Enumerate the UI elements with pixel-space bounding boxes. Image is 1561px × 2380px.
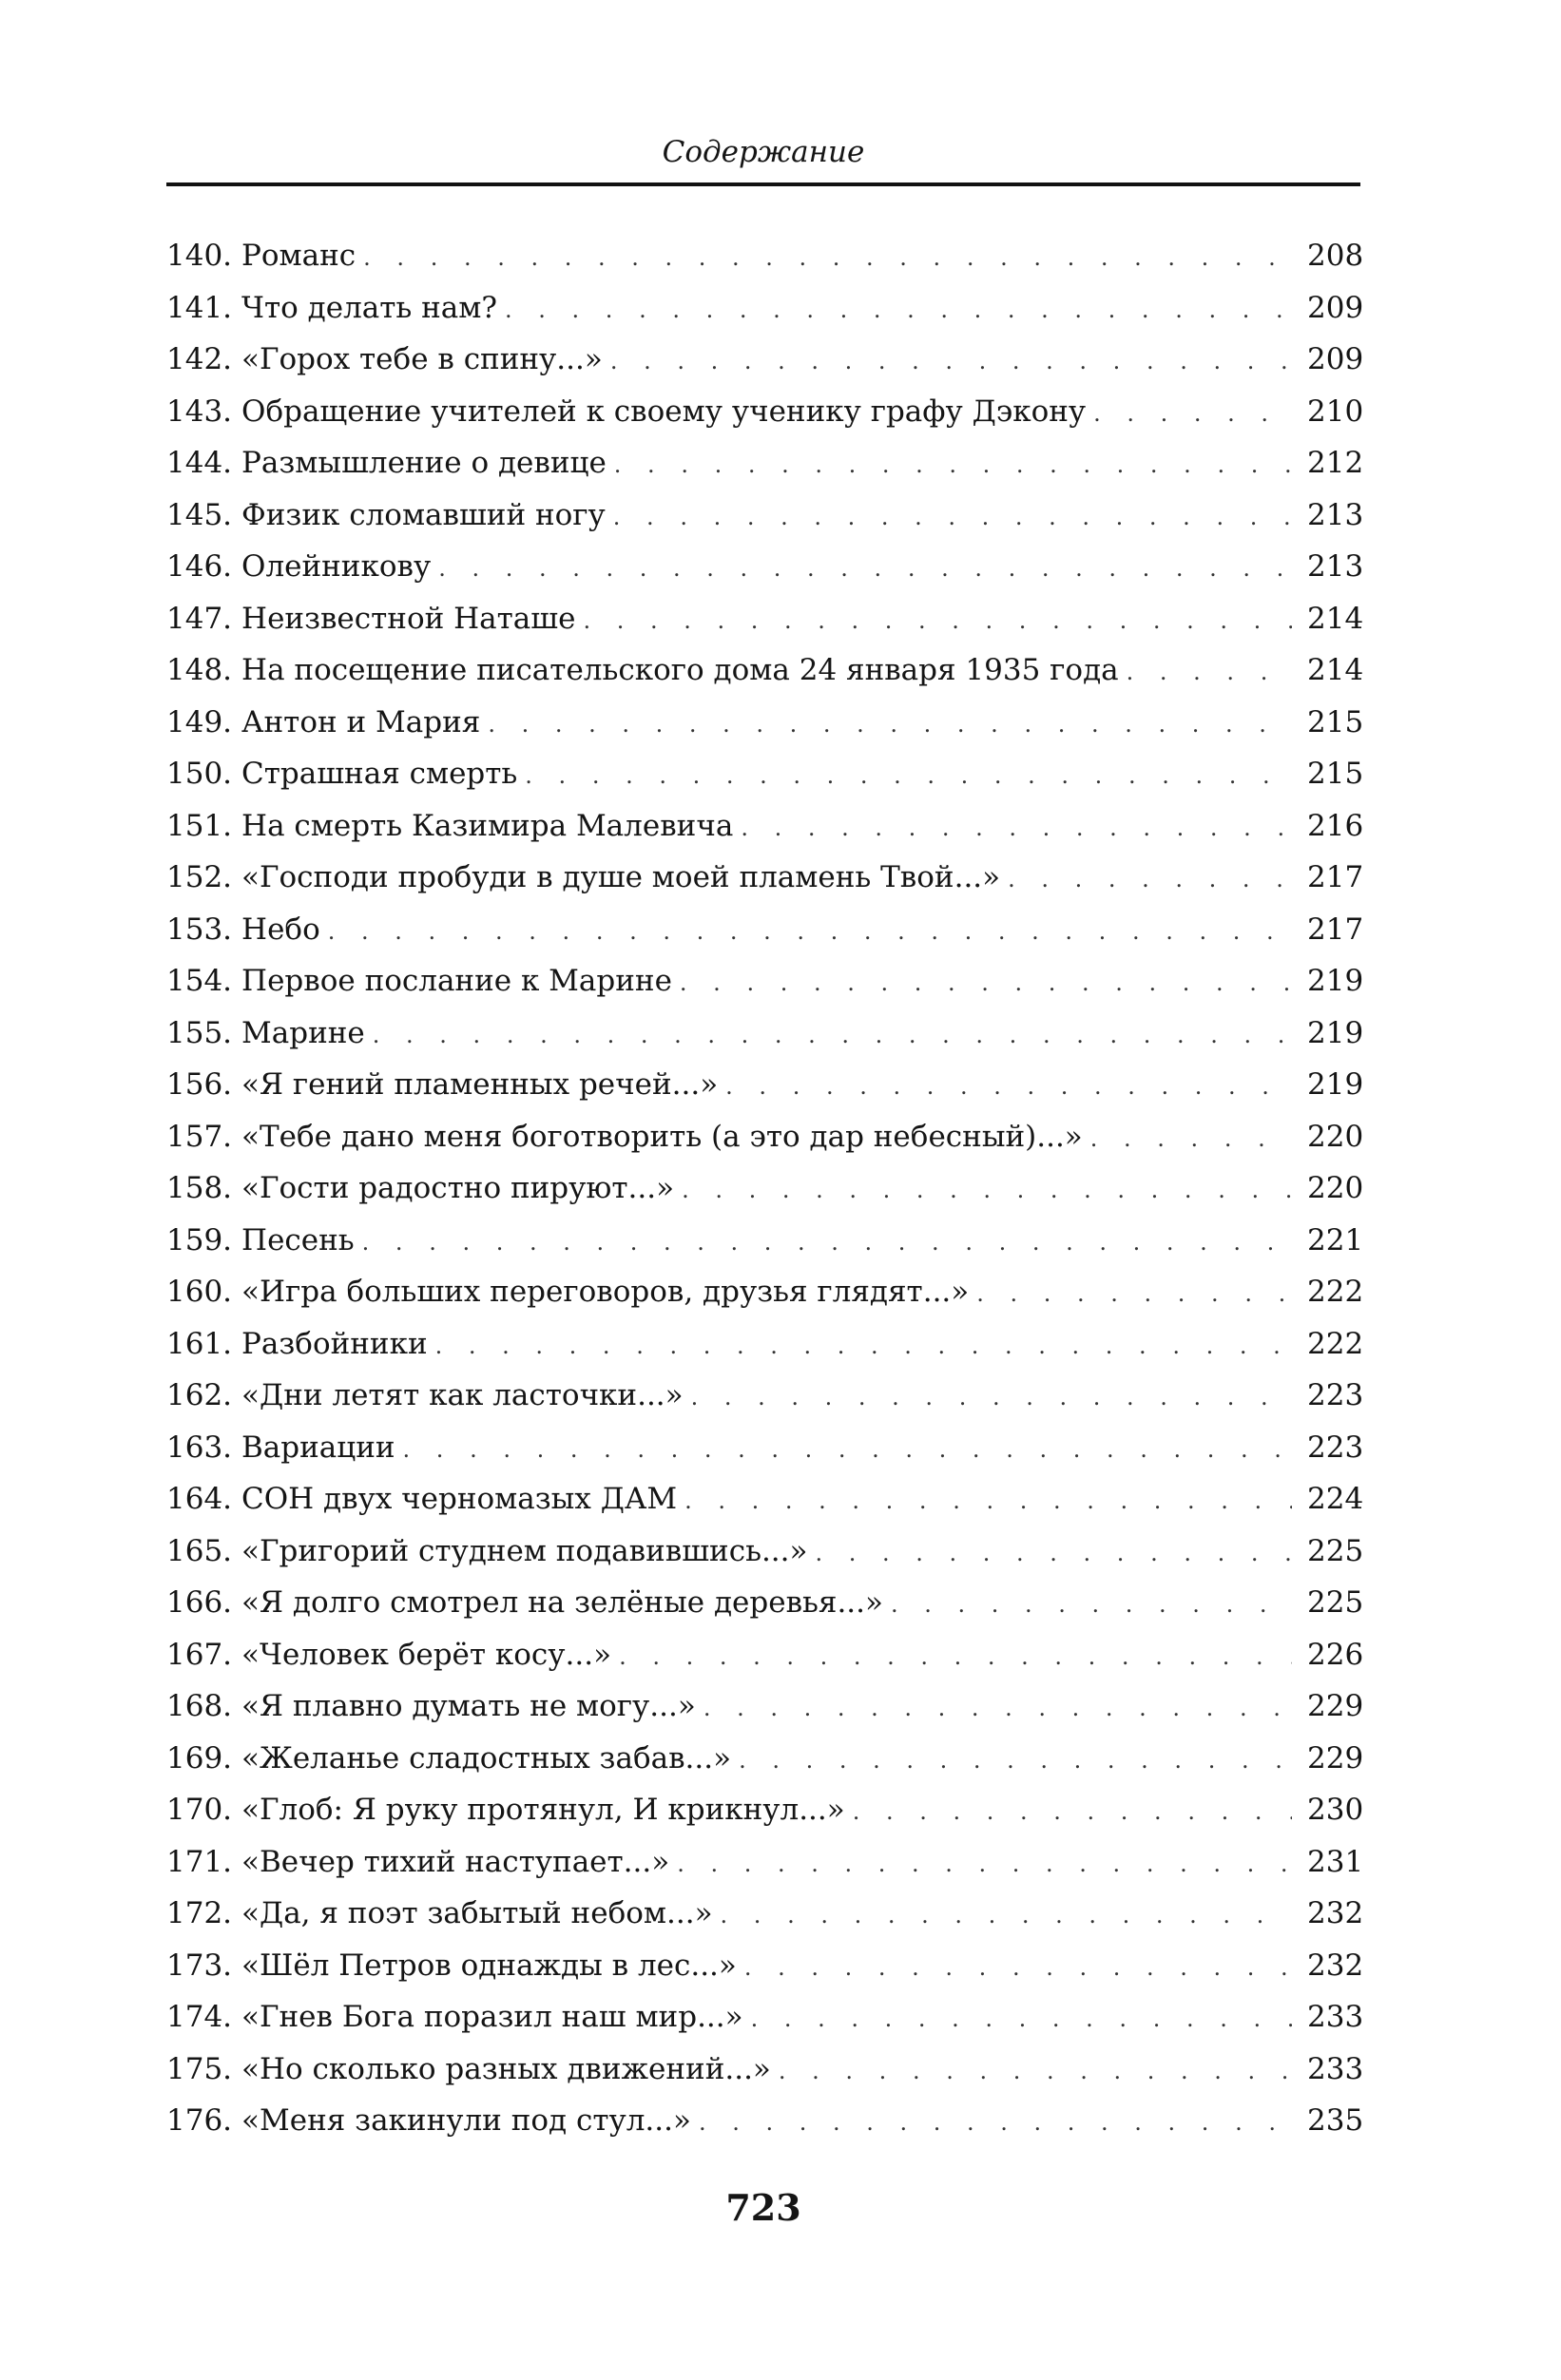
toc-entry [166,1162,1364,1215]
toc-entry-title: Песень [241,1222,355,1257]
table-of-contents [166,230,1364,2147]
toc-entry-title: «Я долго смотрел на зелёные деревья...» [241,1585,883,1620]
toc-entry-number: 172. [166,1896,233,1930]
toc-entry [166,1526,1364,1578]
toc-entry-title: Романс [241,239,357,273]
toc-entry [166,230,1364,282]
toc-entry-number: 145. [166,497,233,532]
toc-entry-title: Антон и Мария [241,704,481,739]
dot-leader [614,439,1292,491]
toc-entry-title: Разбойники [241,1326,428,1361]
toc-entry-number: 158. [166,1171,233,1205]
toc-entry-number: 153. [166,912,233,947]
toc-entry-page: 222 [1307,1275,1364,1309]
toc-entry-page: 213 [1307,549,1364,584]
toc-entry-page: 214 [1307,601,1364,636]
toc-entry [166,437,1364,489]
toc-entry [166,489,1364,542]
toc-entry-title: СОН двух черномазых ДАМ [241,1482,678,1516]
dot-leader [744,1942,1292,1994]
toc-entry-title: «Я гений пламенных речей...» [241,1067,719,1102]
dot-leader [853,1786,1292,1838]
toc-entry-title: «Шёл Петров однажды в лес...» [241,1948,737,1983]
toc-entry-number: 165. [166,1533,233,1568]
toc-entry-page: 212 [1307,446,1364,480]
toc-entry-number: 146. [166,549,233,584]
toc-entry-page: 219 [1307,1015,1364,1050]
toc-entry [166,748,1364,800]
toc-entry-number: 166. [166,1585,233,1620]
toc-entry [166,1940,1364,1992]
toc-entry [166,904,1364,956]
dot-leader [682,1164,1292,1217]
toc-entry-number: 143. [166,393,233,429]
toc-entry [166,1215,1364,1267]
toc-entry-page: 220 [1307,1119,1364,1154]
toc-entry [166,2095,1364,2147]
toc-entry [166,800,1364,853]
toc-entry-number: 142. [166,342,233,376]
dot-leader [741,802,1292,854]
toc-entry-page: 225 [1307,1585,1364,1620]
toc-entry [166,282,1364,335]
dot-leader [684,1475,1292,1527]
toc-entry-number: 160. [166,1275,233,1309]
toc-entry [166,334,1364,386]
toc-entry-number: 147. [166,601,233,636]
toc-entry-title: Первое послание к Марине [241,964,672,998]
toc-entry-title: «Желанье сладостных забав...» [241,1740,732,1775]
toc-entry-page: 209 [1307,290,1364,325]
dot-leader [435,1320,1292,1372]
toc-entry-page: 217 [1307,860,1364,894]
toc-entry-number: 173. [166,1948,233,1983]
running-head-title: Содержание [662,135,865,169]
toc-entry-page: 225 [1307,1533,1364,1568]
toc-entry-page: 229 [1307,1689,1364,1723]
toc-entry-number: 152. [166,860,233,894]
dot-leader [677,1838,1292,1891]
dot-leader [739,1735,1292,1787]
dot-leader [619,1631,1292,1683]
toc-entry [166,1008,1364,1060]
toc-entry-title: «Гнев Бога поразил наш мир...» [241,2000,743,2034]
dot-leader [613,491,1292,544]
toc-entry [166,697,1364,749]
toc-entry-page: 223 [1307,1378,1364,1412]
toc-entry-number: 163. [166,1430,233,1465]
toc-entry-number: 157. [166,1119,233,1154]
toc-entry [166,593,1364,645]
toc-entry-title: Небо [241,912,320,947]
toc-entry-page: 232 [1307,1896,1364,1930]
toc-entry-title: Что делать нам? [241,290,498,325]
toc-entry-page: 224 [1307,1482,1364,1516]
toc-entry-page: 233 [1307,2051,1364,2086]
toc-entry-number: 149. [166,704,233,739]
toc-entry-title: Марине [241,1015,365,1050]
toc-entry-page: 220 [1307,1171,1364,1205]
toc-entry [166,1836,1364,1889]
dot-leader [1090,1113,1292,1165]
toc-entry-title: Физик сломавший ногу [241,497,606,532]
toc-entry-title: «Дни летят как ласточки...» [241,1378,684,1412]
toc-entry [166,1680,1364,1733]
toc-entry-page: 217 [1307,912,1364,947]
dot-leader [699,2097,1292,2149]
dot-leader [363,232,1292,284]
toc-entry-number: 144. [166,446,233,480]
dot-leader [438,543,1292,595]
toc-entry-page: 219 [1307,1067,1364,1102]
dot-leader [610,336,1292,388]
toc-entry [166,1888,1364,1940]
dot-leader [1008,854,1292,906]
toc-entry-page: 231 [1307,1844,1364,1879]
toc-entry [166,1111,1364,1163]
toc-entry [166,644,1364,697]
toc-entry-title: «Тебе дано меня боготворить (а это дар небесный)...» [241,1119,1083,1154]
toc-entry [166,955,1364,1008]
toc-entry-title: «Да, я поэт забытый небом...» [241,1896,713,1930]
toc-entry-number: 171. [166,1844,233,1879]
toc-entry [166,2044,1364,2096]
toc-entry-title: Вариации [241,1430,395,1465]
toc-entry-page: 215 [1307,704,1364,739]
dot-leader [583,595,1292,647]
toc-entry-page: 222 [1307,1326,1364,1361]
toc-entry [166,1629,1364,1681]
dot-leader [362,1217,1292,1269]
dot-leader [721,1890,1292,1942]
toc-entry-number: 164. [166,1482,233,1516]
dot-leader [691,1372,1292,1424]
dot-leader [779,2045,1292,2098]
toc-entry-title: «Господи пробуди в душе моей пламень Твой...» [241,860,1001,894]
toc-entry-number: 176. [166,2103,233,2138]
toc-entry-page: 214 [1307,653,1364,687]
toc-entry-number: 140. [166,239,233,273]
toc-entry-title: «Вечер тихий наступает...» [241,1844,670,1879]
dot-leader [1127,646,1292,699]
dot-leader [891,1579,1292,1631]
toc-entry-number: 150. [166,757,233,791]
toc-entry-page: 232 [1307,1948,1364,1983]
toc-entry-number: 168. [166,1689,233,1723]
toc-entry-title: «Григорий студнем подавившись...» [241,1533,808,1568]
toc-entry-title: «Гости радостно пируют...» [241,1171,675,1205]
toc-entry-page: 213 [1307,497,1364,532]
toc-entry-title: На смерть Казимира Малевича [241,808,734,843]
toc-entry-page: 215 [1307,757,1364,791]
dot-leader [488,699,1292,751]
toc-entry-number: 159. [166,1222,233,1257]
toc-entry [166,1422,1364,1474]
toc-entry [166,1370,1364,1422]
toc-entry-title: «Меня закинули под стул...» [241,2103,691,2138]
toc-entry-number: 174. [166,2000,233,2034]
toc-entry [166,1473,1364,1526]
toc-entry [166,1733,1364,1785]
toc-entry-number: 141. [166,290,233,325]
toc-entry-title: «Но сколько разных движений...» [241,2051,771,2086]
toc-entry-title: «Глоб: Я руку протянул, И крикнул...» [241,1793,845,1827]
toc-entry-title: «Человек берёт косу...» [241,1637,612,1672]
toc-entry-title: «Я плавно думать не могу...» [241,1689,696,1723]
toc-entry-page: 208 [1307,239,1364,273]
toc-entry-title: «Игра больших переговоров, друзья глядят...» [241,1275,970,1309]
toc-entry-page: 223 [1307,1430,1364,1465]
toc-entry-number: 169. [166,1740,233,1775]
toc-entry-page: 235 [1307,2103,1364,2138]
toc-entry-number: 154. [166,964,233,998]
toc-entry-page: 221 [1307,1222,1364,1257]
dot-leader [1093,388,1292,440]
toc-entry-number: 151. [166,808,233,843]
toc-entry-number: 167. [166,1637,233,1672]
dot-leader [505,284,1292,336]
toc-entry-number: 170. [166,1793,233,1827]
toc-entry-page: 226 [1307,1637,1364,1672]
toc-entry [166,1266,1364,1318]
toc-entry-title: Олейникову [241,549,432,584]
toc-entry [166,1991,1364,2044]
toc-entry-page: 216 [1307,808,1364,843]
dot-leader [703,1682,1292,1735]
dot-leader [751,1993,1292,2045]
toc-entry-number: 156. [166,1067,233,1102]
dot-leader [815,1527,1292,1580]
dot-leader [680,957,1292,1009]
header-rule [166,182,1360,186]
toc-entry-page: 219 [1307,964,1364,998]
toc-entry-number: 162. [166,1378,233,1412]
toc-entry-title: Страшная смерть [241,757,518,791]
toc-entry-title: Обращение учителей к своему ученику графу Дэкону [241,393,1087,429]
page-number: 723 [725,2186,801,2229]
dot-leader [328,906,1292,958]
toc-entry-page: 230 [1307,1793,1364,1827]
toc-entry-page: 233 [1307,2000,1364,2034]
toc-entry [166,1577,1364,1629]
toc-entry [166,852,1364,904]
toc-entry [166,1318,1364,1371]
toc-entry [166,1059,1364,1111]
toc-entry-title: Размышление о девице [241,446,607,480]
toc-entry-number: 148. [166,653,233,687]
toc-entry-page: 209 [1307,342,1364,376]
toc-entry-page: 210 [1307,393,1364,429]
toc-entry-title: «Горох тебе в спину...» [241,342,603,376]
toc-entry [166,541,1364,593]
toc-entry-number: 175. [166,2051,233,2086]
dot-leader [373,1009,1292,1062]
toc-entry [166,1784,1364,1836]
toc-entry-number: 155. [166,1015,233,1050]
toc-entry [166,386,1364,438]
toc-entry-number: 161. [166,1326,233,1361]
dot-leader [976,1268,1292,1320]
dot-leader [525,750,1292,802]
dot-leader [725,1061,1292,1113]
toc-entry-page: 229 [1307,1740,1364,1775]
toc-entry-title: Неизвестной Наташе [241,601,576,636]
dot-leader [403,1424,1292,1476]
toc-entry-title: На посещение писательского дома 24 января 1935 года [241,653,1119,687]
